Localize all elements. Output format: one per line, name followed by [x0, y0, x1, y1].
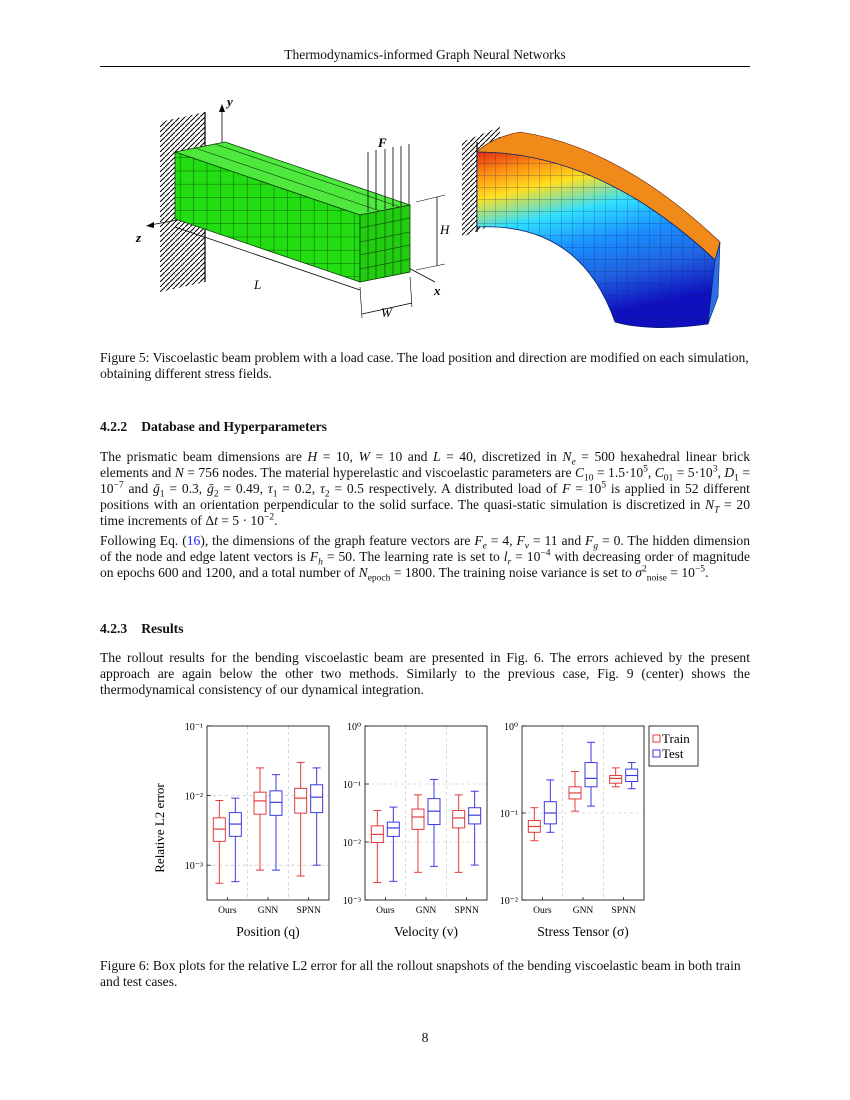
legend — [649, 726, 698, 766]
y-tick-label: 10⁻² — [342, 838, 361, 849]
box-gnn-test — [428, 779, 440, 866]
load-label-F: F — [378, 135, 387, 150]
y-tick-label: 10⁻¹ — [184, 722, 203, 733]
box-iqr — [469, 808, 481, 824]
box-ours-test — [544, 780, 556, 832]
box-ours-test — [387, 807, 399, 881]
box-iqr — [254, 792, 266, 814]
legend-label-test: Test — [662, 746, 684, 761]
legend-label-train: Train — [662, 731, 690, 746]
box-ours-train — [213, 801, 225, 884]
box-ours-train — [528, 808, 540, 841]
running-header: Thermodynamics-informed Graph Neural Networks — [284, 47, 566, 62]
y-axis-label: Relative L2 error — [152, 783, 167, 873]
box-spnn-train — [610, 768, 622, 787]
y-tick-label: 10⁻² — [499, 896, 518, 907]
x-tick-label: GNN — [572, 906, 594, 916]
dim-label-L: L — [254, 277, 262, 292]
axis-label-x: x — [434, 283, 441, 298]
box-gnn-test — [270, 775, 282, 870]
figure-6-boxplots — [140, 712, 720, 950]
boxplot-panel-3 — [500, 722, 644, 939]
header-rule — [100, 66, 750, 67]
box-spnn-test — [311, 768, 323, 865]
box-spnn-test — [626, 763, 638, 789]
x-tick-label: GNN — [257, 906, 279, 916]
page-number: 8 — [421, 1030, 429, 1045]
axis-label-z: z — [136, 230, 142, 245]
x-tick-label: SPNN — [611, 906, 636, 916]
paragraph-results: The rollout results for the bending viscoelastic beam are presented in Fig. 6. The errors achieved by the present approach are again below the other two methods. Similarly to the previous case, Fig. 9 (center) shows the thermodynamical consistency of our dynamical integration. — [100, 650, 750, 697]
box-spnn-test — [469, 791, 481, 865]
y-tick-label: 10⁰ — [346, 722, 361, 733]
boxplot-panel-2 — [343, 722, 487, 939]
section-title: Database and Hyperparameters — [141, 419, 327, 434]
box-ours-test — [229, 798, 241, 882]
x-tick-label: SPNN — [296, 906, 321, 916]
box-iqr — [453, 810, 465, 827]
dim-label-H: H — [440, 222, 450, 237]
box-iqr — [387, 822, 399, 836]
box-iqr — [412, 809, 424, 829]
figure-6-caption: Figure 6: Box plots for the relative L2 error for all the rollout snapshots of the bending viscoelastic beam in both train and test cases. — [100, 958, 741, 989]
box-iqr — [610, 775, 622, 783]
box-iqr — [295, 788, 307, 813]
section-heading-4-2-3 — [100, 621, 183, 637]
x-tick-label: Ours — [533, 906, 552, 916]
paragraph-hyperparameters: Following Eq. (16), the dimensions of the graph feature vectors are $F_e = 4$, $F_v = 11$ and $F_g = 0$. The hidden dimension of the node and edge latent vectors is $F_h = 50$. The learning rate is set to $l_r = 10^{-4}$ with decreasing order of magnitude on epochs 600 and 1200, and a total number of $N_{epoch} = 1800$. The training noise variance is set to $\sigma^2_{noise} = 10^{-5}$. — [100, 533, 751, 584]
y-tick-label: 10⁰ — [503, 722, 518, 733]
y-tick-label: 10⁻² — [184, 791, 203, 803]
boxplot-panel-1 — [185, 722, 329, 939]
x-tick-label: Ours — [218, 906, 237, 916]
box-gnn-test — [585, 742, 597, 806]
section-title: Results — [141, 621, 184, 636]
section-number: 4.2.2 — [100, 419, 128, 434]
box-gnn-train — [569, 771, 581, 811]
y-tick-label: 10⁻¹ — [342, 780, 361, 791]
box-ours-train — [371, 810, 383, 882]
panel-title: Position (q) — [236, 924, 300, 939]
box-gnn-train — [412, 795, 424, 872]
x-tick-label: GNN — [415, 906, 437, 916]
box-spnn-train — [295, 762, 307, 876]
figure-5-beam-illustration — [100, 92, 750, 342]
y-tick-label: 10⁻³ — [184, 861, 203, 873]
box-spnn-train — [453, 795, 465, 872]
box-iqr — [311, 785, 323, 813]
dim-label-W: W — [381, 305, 392, 320]
paragraph-database: The prismatic beam dimensions are H = 10, W = 10 and L = 40, discretized in $N_e = 500$ hexahedral linear brick elements and N = 756 nodes. The material hyperelastic and viscoelastic parameters are $C_{10} = 1.5\cdot 10^5$, $C_{01} = 5\cdot 10^3$, $D_1 = 10^{-7}$ and ḡ$_1$ = 0.3, ḡ$_2$ = 0.49, $\tau_1 = 0.2$, $\tau_2 = 0.5$ respectively. A distributed load of $F = 10^5$ is applied in 52 different positions with an orientation perpendicular to the solid surface. The quasi-static simulation is discretized in $N_T = 20$ time increments of $\Delta t = 5 \cdot 10^{-2}$. — [100, 449, 750, 528]
y-tick-label: 10⁻³ — [342, 896, 361, 907]
panel-title: Velocity (v) — [393, 924, 459, 939]
panel-title: Stress Tensor (σ) — [537, 924, 629, 939]
y-tick-label: 10⁻¹ — [499, 809, 518, 820]
figure-5-caption: Figure 5: Viscoelastic beam problem with a load case. The load position and direction are modified on each simulation, obtaining different stress fields. — [100, 350, 749, 381]
section-heading-4-2-2 — [100, 419, 327, 435]
x-tick-label: Ours — [376, 906, 395, 916]
x-tick-label: SPNN — [454, 906, 479, 916]
section-number: 4.2.3 — [100, 621, 128, 636]
box-gnn-train — [254, 768, 266, 870]
box-iqr — [270, 791, 282, 816]
axis-label-y: y — [227, 94, 233, 109]
box-iqr — [585, 763, 597, 787]
